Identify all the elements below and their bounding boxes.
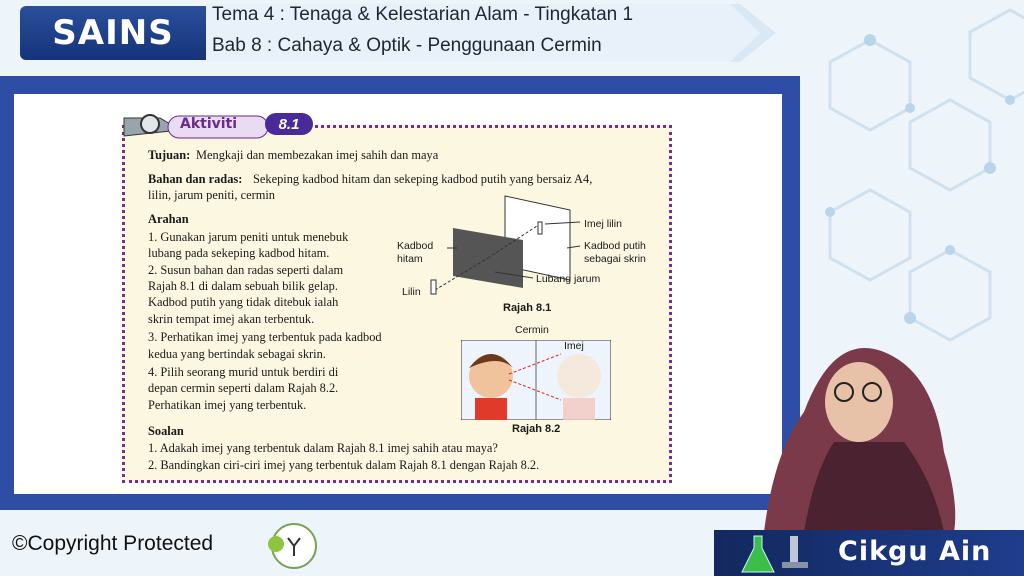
step-line: depan cermin seperti dalam Rajah 8.2. bbox=[148, 381, 339, 395]
copyright-text: ©Copyright Protected bbox=[12, 532, 214, 555]
activity-label: Aktiviti bbox=[180, 116, 238, 132]
label-mirror: Cermin bbox=[515, 324, 549, 336]
aim-label: Tujuan: bbox=[148, 148, 191, 162]
questions-heading: Soalan bbox=[148, 424, 184, 438]
figure-8-1-caption: Rajah 8.1 bbox=[503, 302, 552, 314]
step-line: kedua yang bertindak sebagai skrin. bbox=[148, 347, 326, 361]
label-white-card-2: sebagai skrin bbox=[584, 253, 646, 265]
step-line: 2. Susun bahan dan radas seperti dalam bbox=[148, 263, 344, 277]
label-black-card-2: hitam bbox=[397, 253, 423, 265]
activity-number: 8.1 bbox=[265, 113, 313, 135]
label-mirror-image: Imej bbox=[564, 340, 584, 352]
materials-label: Bahan dan radas: bbox=[148, 172, 243, 186]
watermark-logo-icon bbox=[262, 516, 322, 572]
step-line: skrin tempat imej akan terbentuk. bbox=[148, 312, 315, 326]
subject-badge: SAINS bbox=[20, 6, 206, 60]
figure-8-2-caption: Rajah 8.2 bbox=[512, 423, 561, 435]
question-line: 1. Adakah imej yang terbentuk dalam Rajah 8.1 imej sahih atau maya? bbox=[148, 441, 498, 455]
step-line: 3. Perhatikan imej yang terbentuk pada kadbod bbox=[148, 330, 382, 344]
label-pinhole: Lubang jarum bbox=[536, 273, 601, 285]
topic-title: Tema 4 : Tenaga & Kelestarian Alam - Tingkatan 1 bbox=[212, 4, 634, 25]
teacher-name: Cikgu Ain bbox=[838, 536, 992, 567]
chapter-title: Bab 8 : Cahaya & Optik - Penggunaan Cermin bbox=[212, 35, 602, 56]
step-line: Perhatikan imej yang terbentuk. bbox=[148, 398, 307, 412]
lab-equipment-icon bbox=[734, 532, 824, 576]
label-candle-image: Imej lilin bbox=[584, 218, 622, 230]
materials-line-2: lilin, jarum peniti, cermin bbox=[148, 188, 275, 202]
question-line: 2. Bandingkan ciri-ciri imej yang terbentuk dalam Rajah 8.1 dengan Rajah 8.2. bbox=[148, 458, 540, 472]
steps-heading: Arahan bbox=[148, 212, 189, 226]
step-line: lubang pada sekeping kadbod hitam. bbox=[148, 246, 330, 260]
step-line: 1. Gunakan jarum peniti untuk menebuk bbox=[148, 230, 349, 244]
presenter-video bbox=[744, 332, 974, 532]
figure-8-2-image bbox=[461, 340, 611, 420]
aim-text: Mengkaji dan membezakan imej sahih dan maya bbox=[196, 148, 439, 162]
label-black-card: Kadbod bbox=[397, 240, 434, 252]
step-line: Kadbod putih yang tidak ditebuk ialah bbox=[148, 295, 339, 309]
label-candle: Lilin bbox=[402, 286, 421, 298]
label-white-card: Kadbod putih bbox=[584, 240, 646, 252]
step-line: 4. Pilih seorang murid untuk berdiri di bbox=[148, 365, 339, 379]
materials-line-1: Sekeping kadbod hitam dan sekeping kadbod putih yang bersaiz A4, bbox=[253, 172, 593, 186]
step-line: Rajah 8.1 di dalam sebuah bilik gelap. bbox=[148, 279, 338, 293]
